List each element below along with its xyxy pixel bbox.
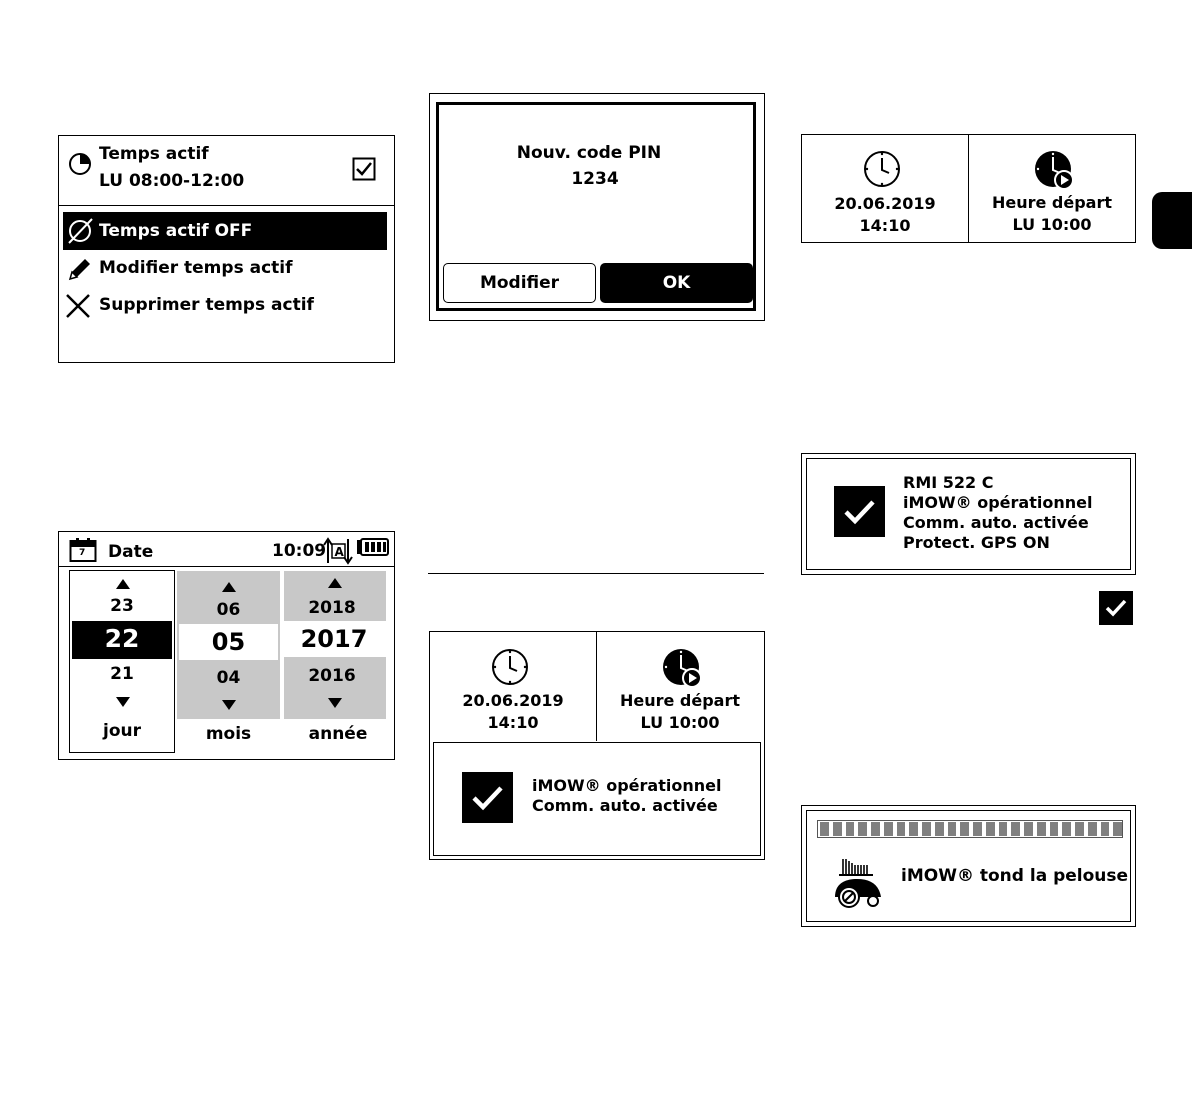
combined-start-label: Heure départ (619, 691, 741, 710)
mowing-frame (806, 810, 1131, 922)
active-time-subtitle: LU 08:00-12:00 (99, 171, 245, 191)
progress-segment (909, 822, 918, 836)
header-divider (59, 205, 394, 206)
progress-segment (871, 822, 880, 836)
day-prev: 23 (110, 596, 134, 616)
combined-status-operational: iMOW® opérationnel (532, 776, 722, 795)
arrow-down-icon[interactable] (328, 698, 342, 708)
robot-mower-icon (829, 857, 885, 909)
active-time-title: Temps actif (99, 144, 209, 164)
ok-button[interactable]: OK (600, 263, 753, 303)
progress-segment (1050, 822, 1059, 836)
date-picker-panel (58, 531, 395, 760)
menu-item-active-time-off[interactable] (63, 212, 387, 250)
date-header-time: 10:09 (272, 541, 327, 561)
year-next: 2016 (308, 666, 356, 686)
arrow-down-icon[interactable] (222, 700, 236, 710)
progress-segment (960, 822, 969, 836)
menu-item-modify-active-time[interactable] (63, 252, 387, 286)
status-line-comm: Comm. auto. activée (903, 513, 1089, 532)
menu-item-label: Supprimer temps actif (99, 295, 314, 315)
day-next: 21 (110, 664, 134, 684)
pin-dialog-panel (429, 93, 765, 321)
check-icon (834, 486, 885, 537)
progress-segment (1011, 822, 1020, 836)
mowing-panel (801, 805, 1136, 927)
circle-slash-icon (66, 217, 94, 245)
status-line-operational: iMOW® opérationnel (903, 493, 1093, 512)
year-label: année (308, 724, 368, 744)
pin-dialog-title: Nouv. code PIN (516, 143, 662, 163)
progress-segment (884, 822, 893, 836)
section-tab (1152, 192, 1192, 249)
calendar-day: 7 (79, 548, 86, 558)
section-divider (428, 573, 764, 574)
arrow-up-icon[interactable] (116, 579, 130, 589)
progress-segment (1075, 822, 1084, 836)
combined-panel (429, 631, 765, 860)
month-next: 04 (216, 668, 241, 688)
pin-dialog-code: 1234 (571, 169, 619, 189)
day-current: 22 (104, 624, 140, 653)
active-time-menu-panel (58, 135, 395, 363)
month-column[interactable] (177, 571, 280, 719)
start-time-icon (661, 647, 703, 689)
arrow-up-icon[interactable] (328, 578, 342, 588)
combined-status-comm: Comm. auto. activée (532, 796, 718, 815)
progress-segment (999, 822, 1008, 836)
status-frame (806, 458, 1131, 570)
clock-date: 20.06.2019 (834, 194, 936, 213)
progress-segment (1113, 822, 1122, 836)
progress-segment (973, 822, 982, 836)
progress-segment (1037, 822, 1046, 836)
progress-segment (846, 822, 855, 836)
check-icon (1099, 591, 1133, 625)
check-icon (462, 772, 513, 823)
clock-icon (491, 648, 529, 686)
date-header-divider (59, 566, 394, 567)
combined-start-value: LU 10:00 (640, 713, 720, 732)
progress-segment (1024, 822, 1033, 836)
date-header-title: Date (108, 542, 154, 562)
progress-segment (1101, 822, 1110, 836)
svg-text:A: A (334, 545, 344, 559)
progress-segment (948, 822, 957, 836)
day-column[interactable] (69, 570, 175, 753)
year-prev: 2018 (308, 598, 356, 618)
arrow-down-icon[interactable] (116, 697, 130, 707)
progress-segment (986, 822, 995, 836)
checkbox-checked-icon[interactable] (352, 157, 376, 181)
clock-outline-icon (68, 152, 92, 176)
combined-date: 20.06.2019 (462, 691, 564, 710)
start-value: LU 10:00 (1012, 215, 1092, 234)
menu-item-label: Temps actif OFF (99, 221, 253, 241)
progress-segment (1062, 822, 1071, 836)
battery-icon (356, 538, 390, 558)
pencil-icon (67, 256, 93, 282)
combined-status-frame (433, 742, 761, 856)
clock-time: 14:10 (859, 216, 911, 235)
clock-icon (863, 150, 901, 188)
status-line-gps: Protect. GPS ON (903, 533, 1050, 552)
start-label: Heure départ (991, 193, 1113, 212)
progress-segment (1088, 822, 1097, 836)
status-line-model: RMI 522 C (903, 473, 994, 492)
day-label: jour (103, 721, 141, 741)
clock-info-panel (801, 134, 1136, 243)
modify-button[interactable]: Modifier (443, 263, 596, 303)
cross-icon (65, 293, 91, 319)
month-label: mois (205, 724, 252, 744)
progress-segment (897, 822, 906, 836)
auto-mode-icon (323, 537, 353, 565)
pin-dialog-frame (436, 102, 756, 311)
status-panel (801, 453, 1136, 575)
year-column[interactable] (284, 571, 386, 719)
progress-segment (820, 822, 829, 836)
mowing-message: iMOW® tond la pelouse (901, 866, 1129, 886)
start-time-icon (1033, 149, 1075, 191)
month-current: 05 (211, 628, 246, 656)
month-prev: 06 (216, 600, 241, 620)
menu-item-label: Modifier temps actif (99, 258, 293, 278)
progress-segment (858, 822, 867, 836)
progress-segment (833, 822, 842, 836)
arrow-up-icon[interactable] (222, 582, 236, 592)
progress-segment (935, 822, 944, 836)
menu-item-delete-active-time[interactable] (63, 289, 387, 323)
progress-segment (922, 822, 931, 836)
year-current: 2017 (300, 625, 368, 653)
progress-bar (817, 820, 1123, 838)
combined-time: 14:10 (487, 713, 539, 732)
